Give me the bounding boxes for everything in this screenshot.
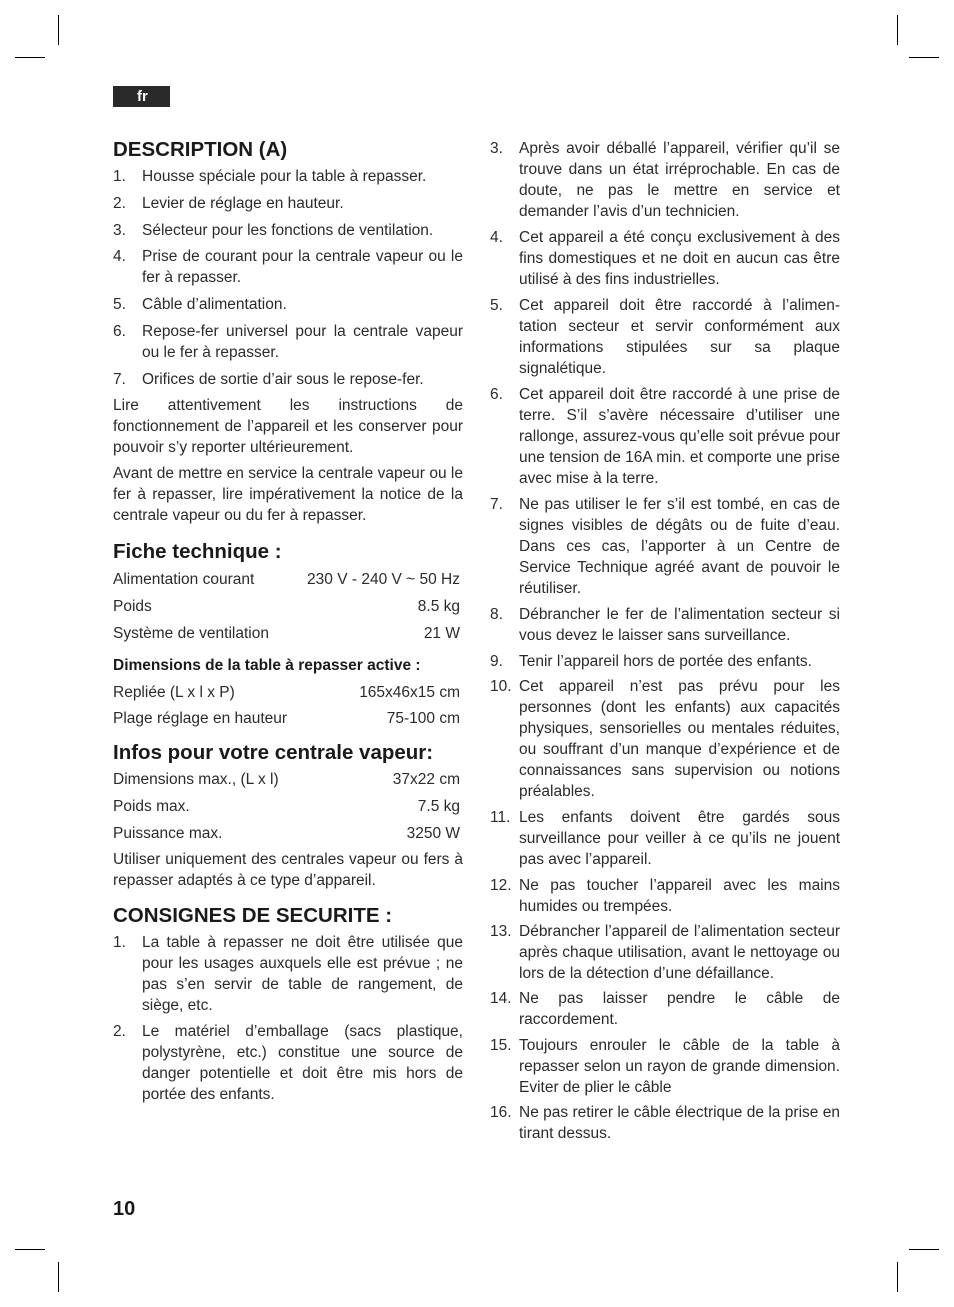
spec-row: Plage réglage en hauteur 75-100 cm — [113, 710, 460, 727]
list-item: 4. Prise de courant pour la centrale vapeur ou le fer à repasser. — [113, 248, 463, 286]
spec-row: Alimentation courant 230 V - 240 V ~ 50 Hz — [113, 571, 460, 588]
list-item: 12. Ne pas toucher l’appareil avec les mains humides ou trempées. — [490, 877, 840, 915]
dimensions-table — [113, 682, 463, 729]
list-item: 11. Les enfants doivent être gardés sous surveillance pour veiller à ce qu’ils ne jouent pas avec l’appareil. — [490, 809, 840, 868]
crop-mark — [15, 1249, 45, 1250]
list-item: 4. Cet appareil a été conçu exclusivement à des fins domestiques et ne doit en aucun cas être utilisé à des fins industrielles. — [490, 229, 840, 288]
list-item: 1. La table à repasser ne doit être utilisée que pour les usages auxquels elle est prévue ; ne pas s’en servir de table de rangement, de siège, etc. — [113, 934, 463, 1014]
list-item: 7. Ne pas utiliser le fer s’il est tombé, en cas de signes visibles de dégâts ou de fuite d’eau. Dans ces cas, l’apporter à un Centre de Service Technique agréé avant de pouvoir le réutiliser. — [490, 496, 840, 597]
list-item: 6. Repose-fer universel pour la centrale vapeur ou le fer à repasser. — [113, 323, 463, 361]
spec-row: Poids 8.5 kg — [113, 598, 460, 615]
crop-mark — [897, 1262, 898, 1292]
spec-table — [113, 569, 463, 644]
list-item: 10. Cet appareil n’est pas prévu pour les personnes (dont les enfants) aux capacités physiques, sensorielles ou mentales réduites, ou souffrant d’un manque d’expérience et de connaissances sans supervision ou notions préalables. — [490, 678, 840, 800]
spec-row: Puissance max. 3250 W — [113, 825, 460, 842]
list-item: 13. Débrancher l’appareil de l’alimentation secteur après chaque utilisation, avant le nettoyage ou lors de la détection d’une défaillance. — [490, 923, 840, 982]
crop-mark — [58, 15, 59, 45]
list-item: 1. Housse spéciale pour la table à repasser. — [113, 168, 427, 185]
list-item: 8. Débrancher le fer de l’alimentation secteur si vous devez le laisser sans surveillance. — [490, 606, 840, 644]
infos-paragraph: Utiliser uniquement des centrales vapeur ou fers à repasser adaptés à ce type d’appareil. — [113, 851, 463, 889]
spec-row: Dimensions max., (L x l) 37x22 cm — [113, 771, 460, 788]
list-item: 3. Après avoir déballé l’appareil, vérifier qu’il se trouve dans un état irréprochable. En cas de doute, ne pas le mettre en service et demander l’avis d’un technicien. — [490, 140, 840, 220]
crop-mark — [15, 57, 45, 58]
spec-row: Poids max. 7.5 kg — [113, 798, 460, 815]
fiche-heading: Fiche technique : — [113, 540, 282, 563]
list-item: 2. Levier de réglage en hauteur. — [113, 195, 344, 212]
list-item: 7. Orifices de sortie d’air sous le repose-fer. — [113, 371, 424, 388]
consignes-list-right — [490, 138, 840, 1144]
list-item: 2. Le matériel d’emballage (sacs plastique, polystyrène, etc.) constitue une source de danger potentielle et doit être mis hors de portée des enfants. — [113, 1023, 463, 1103]
left-column — [113, 137, 463, 1105]
description-heading: DESCRIPTION (A) — [113, 138, 288, 161]
list-item: 5. Cet appareil doit être raccordé à l’alimen-tation secteur et servir conformément aux informations stipulées sur sa plaque signalétique. — [490, 297, 840, 377]
infos-heading: Infos pour votre centrale vapeur: — [113, 741, 434, 764]
crop-mark — [897, 15, 898, 45]
description-paragraph: Lire attentivement les instructions de fonctionnement de l’appareil et les conserver pour pouvoir s’y reporter ultérieurement. — [113, 397, 463, 456]
list-item: 5. Câble d’alimentation. — [113, 296, 287, 313]
list-item: 9. Tenir l’appareil hors de portée des enfants. — [490, 653, 812, 670]
spec-row: Système de ventilation 21 W — [113, 625, 460, 642]
list-item: 6. Cet appareil doit être raccordé à une prise de terre. S’il s’avère nécessaire d’utiliser une rallonge, assurez-vous qu’elle soit prévue pour une tension de 16A min. et comporte une prise avec mise à la terre. — [490, 386, 840, 487]
consignes-heading: CONSIGNES DE SECURITE : — [113, 904, 393, 927]
dimensions-subheading: Dimensions de la table à repasser active : — [113, 657, 421, 674]
spec-row: Repliée (L x l x P) 165x46x15 cm — [113, 684, 460, 701]
page-number: 10 — [113, 1198, 136, 1220]
crop-mark — [58, 1262, 59, 1292]
crop-mark — [909, 1249, 939, 1250]
infos-table — [113, 769, 463, 844]
right-column — [490, 138, 840, 1144]
list-item: 16. Ne pas retirer le câble électrique de la prise en tirant dessus. — [490, 1104, 840, 1142]
list-item: 15. Toujours enrouler le câble de la table à repasser selon un rayon de grande dimension. Eviter de plier le câble — [490, 1037, 840, 1096]
description-paragraph: Avant de mettre en service la centrale vapeur ou le fer à repasser, lire impérativement la notice de la centrale vapeur ou du fer à repasser. — [113, 465, 463, 524]
list-item: 14. Ne pas laisser pendre le câble de raccordement. — [490, 990, 840, 1028]
crop-mark — [909, 57, 939, 58]
list-item: 3. Sélecteur pour les fonctions de ventilation. — [113, 222, 434, 239]
description-list — [113, 166, 463, 390]
consignes-list-left — [113, 932, 463, 1105]
language-tab: fr — [113, 86, 170, 107]
